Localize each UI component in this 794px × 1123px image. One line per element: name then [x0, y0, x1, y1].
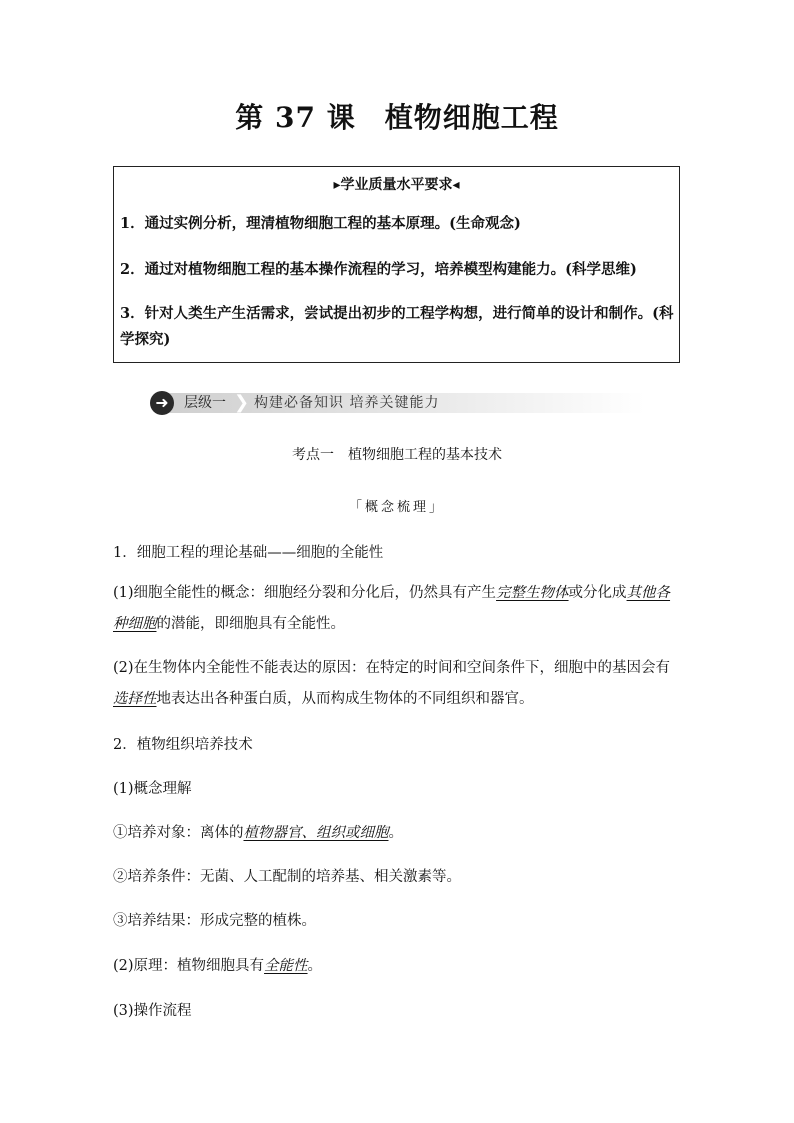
- level-chip: 层级一: [184, 395, 226, 411]
- text: ①培养对象：离体的: [113, 825, 244, 841]
- arrow-right-icon: ➜: [150, 391, 174, 415]
- level-description: 构建必备知识 培养关键能力: [254, 395, 440, 411]
- quality-item: 1．通过实例分析，理清植物细胞工程的基本原理。(生命观念): [120, 215, 521, 232]
- list-item: ③培养结果：形成完整的植株。: [113, 913, 316, 929]
- heading-1: 1．细胞工程的理论基础——细胞的全能性: [113, 545, 384, 561]
- text: (1)细胞全能性的概念：细胞经分裂和分化后，仍然具有产生: [113, 585, 497, 601]
- paragraph-expression-reason: [113, 653, 680, 715]
- text: (2)原理：植物细胞具有: [113, 958, 265, 974]
- text: 。: [307, 958, 323, 974]
- text: (2)在生物体内全能性不能表达的原因：在特定的时间和空间条件下，细胞中的基因会有: [113, 660, 671, 676]
- subheading-concept: (1)概念理解: [113, 781, 192, 797]
- fill-blank-answer: 全能性: [264, 958, 308, 974]
- text: 。: [388, 825, 403, 841]
- section-subtitle: 「概念梳理」: [348, 500, 445, 515]
- quality-item: 3．针对人类生产生活需求，尝试提出初步的工程学构想，进行简单的设计和制作。(科学探究): [120, 305, 674, 348]
- quality-box-header: ▸学业质量水平要求◂: [333, 177, 460, 193]
- section-title: 考点一 植物细胞工程的基本技术: [292, 447, 502, 463]
- quality-requirements-box: [113, 166, 680, 363]
- level-banner: [150, 391, 645, 415]
- heading-2: 2．植物组织培养技术: [113, 737, 253, 753]
- fill-blank-answer: 植物器官、组织或细胞: [243, 825, 389, 841]
- list-item: [113, 818, 680, 849]
- paragraph-full-potency: [113, 578, 680, 640]
- list-item: ②培养条件：无菌、人工配制的培养基、相关激素等。: [113, 869, 461, 885]
- quality-item: 2．通过对植物细胞工程的基本操作流程的学习，培养模型构建能力。(科学思维): [120, 261, 637, 278]
- fill-blank-answer: 选择性: [113, 691, 157, 707]
- text: 地表达出各种蛋白质，从而构成生物体的不同组织和器官。: [156, 691, 534, 707]
- subheading-procedure: (3)操作流程: [113, 1003, 192, 1019]
- page-title: 第 37 课 植物细胞工程: [235, 101, 559, 134]
- fill-blank-answer: 完整生物体: [496, 585, 569, 601]
- fill-blank-answer: 其他各种细胞: [113, 585, 671, 632]
- text: 或分化成: [568, 585, 627, 601]
- chevron-right-icon: ❯: [234, 392, 250, 413]
- principle-line: [113, 951, 680, 982]
- text: 的潜能，即细胞具有全能性。: [156, 616, 345, 632]
